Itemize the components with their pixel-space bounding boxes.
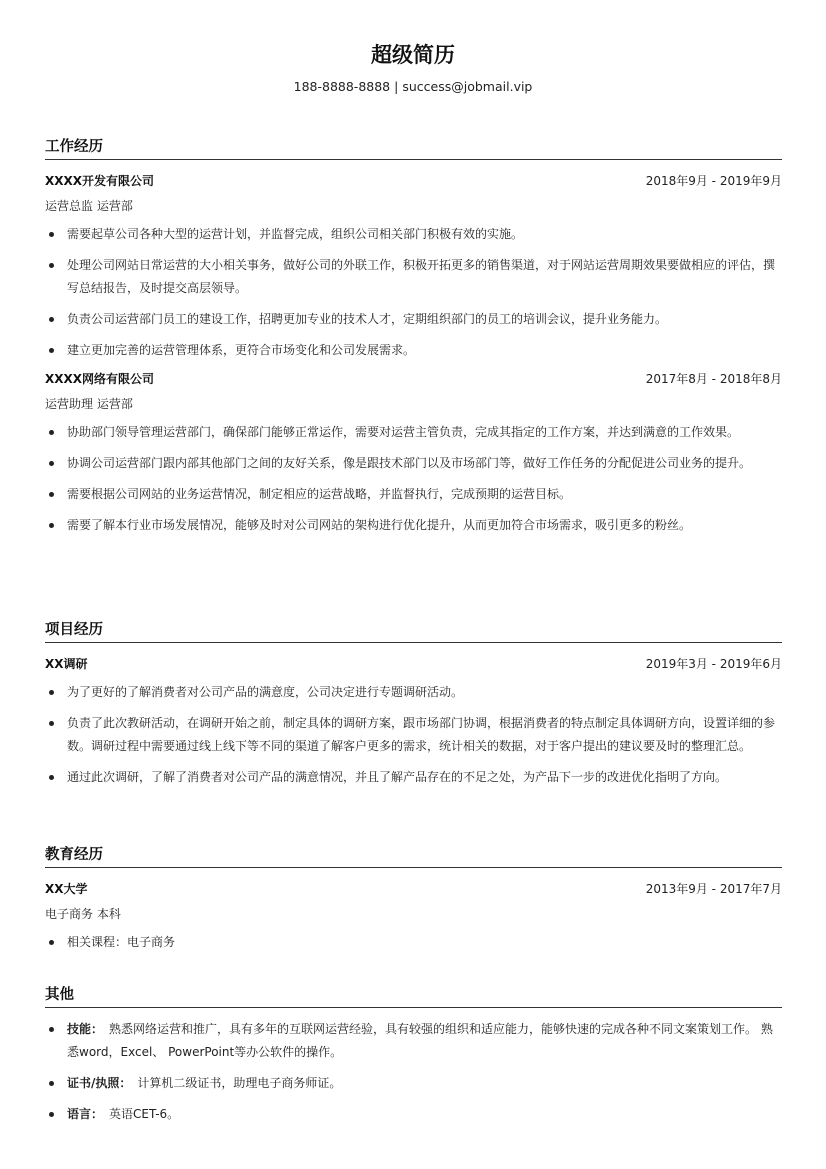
bullet-item: 相关课程：电子商务 <box>45 931 782 954</box>
entry-date: 2018年9月 - 2019年9月 <box>645 174 782 188</box>
other-item <box>45 1018 782 1064</box>
education-section <box>45 844 782 954</box>
other-item <box>45 1103 782 1126</box>
work-entry <box>45 368 782 537</box>
section-title-projects: 项目经历 <box>45 619 782 643</box>
bullet-list <box>45 1018 782 1126</box>
entry-date: 2013年9月 - 2017年7月 <box>645 882 782 896</box>
project-entry <box>45 653 782 789</box>
item-text: 英语CET-6。 <box>109 1107 180 1121</box>
bullet-item: 负责了此次教研活动，在调研开始之前，制定具体的调研方案，跟市场部门协调，根据消费者的特点制定具体调研方向，设置详细的参数。调研过程中需要通过线上线下等不同的渠道了解客户更多的需求，统计相关的数据，对于客户提出的建议要及时的整理汇总。 <box>45 712 782 758</box>
company-name: XXXX网络有限公司 <box>45 372 155 386</box>
school-name: XX大学 <box>45 882 88 896</box>
bullet-item: 负责公司运营部门员工的建设工作，招聘更加专业的技术人才，定期组织部门的员工的培训会议，提升业务能力。 <box>45 308 782 331</box>
item-text: 计算机二级证书，助理电子商务师证。 <box>137 1076 342 1090</box>
project-name: XX调研 <box>45 657 88 671</box>
section-title-other: 其他 <box>45 984 782 1008</box>
bullet-item: 为了更好的了解消费者对公司产品的满意度，公司决定进行专题调研活动。 <box>45 681 782 704</box>
entry-header <box>45 170 782 192</box>
entry-header <box>45 878 782 900</box>
job-role: 运营助理 运营部 <box>45 397 133 411</box>
entry-date: 2017年8月 - 2018年8月 <box>645 372 782 386</box>
bullet-list <box>45 421 782 537</box>
entry-header <box>45 653 782 675</box>
other-item <box>45 1072 782 1095</box>
job-role: 运营总监 运营部 <box>45 199 133 213</box>
item-label: 语言： <box>67 1107 104 1121</box>
section-title-education: 教育经历 <box>45 844 782 868</box>
item-text: 熟悉网络运营和推广，具有多年的互联网运营经验，具有较强的组织和适应能力，能够快速的完成各种不同文案策划工作。 熟悉word，Excel、 PowerPoint等办公软件的操作。 <box>67 1022 773 1059</box>
bullet-item: 处理公司网站日常运营的大小相关事务，做好公司的外联工作，积极开拓更多的销售渠道，对于网站运营周期效果要做相应的评估，撰写总结报告，及时提交高层领导。 <box>45 254 782 300</box>
company-name: XXXX开发有限公司 <box>45 174 155 188</box>
item-label: 技能： <box>67 1022 104 1036</box>
bullet-item: 需要起草公司各种大型的运营计划，并监督完成，组织公司相关部门积极有效的实施。 <box>45 223 782 246</box>
bullet-item: 协助部门领导管理运营部门，确保部门能够正常运作，需要对运营主管负责，完成其指定的工作方案，并达到满意的工作效果。 <box>45 421 782 444</box>
bullet-item: 通过此次调研，了解了消费者对公司产品的满意情况，并且了解产品存在的不足之处，为产品下一步的改进优化指明了方向。 <box>45 766 782 789</box>
other-section <box>45 984 782 1126</box>
bullet-item: 需要了解本行业市场发展情况，能够及时对公司网站的架构进行优化提升，从而更加符合市场需求，吸引更多的粉丝。 <box>45 514 782 537</box>
bullet-list <box>45 931 782 954</box>
bullet-list <box>45 681 782 789</box>
entry-header <box>45 368 782 390</box>
resume-name: 超级简历 <box>371 43 455 67</box>
bullet-item: 建立更加完善的运营管理体系，更符合市场变化和公司发展需求。 <box>45 339 782 362</box>
education-entry <box>45 878 782 954</box>
entry-date: 2019年3月 - 2019年6月 <box>645 657 782 671</box>
degree-major: 电子商务 本科 <box>45 907 121 921</box>
work-experience-section <box>45 136 782 537</box>
contact-line <box>0 77 826 97</box>
work-entry <box>45 170 782 362</box>
item-label: 证书/执照： <box>67 1076 132 1090</box>
phone-number: 188-8888-8888 <box>293 79 391 94</box>
email-address: success@jobmail.vip <box>402 79 533 94</box>
bullet-item: 需要根据公司网站的业务运营情况，制定相应的运营战略，并监督执行，完成预期的运营目标。 <box>45 483 782 506</box>
bullet-item: 协调公司运营部门跟内部其他部门之间的友好关系，像是跟技术部门以及市场部门等，做好工作任务的分配促进公司业务的提升。 <box>45 452 782 475</box>
project-experience-section <box>45 619 782 789</box>
section-title-work: 工作经历 <box>45 136 782 160</box>
bullet-list <box>45 223 782 362</box>
contact-separator: | <box>394 79 399 94</box>
